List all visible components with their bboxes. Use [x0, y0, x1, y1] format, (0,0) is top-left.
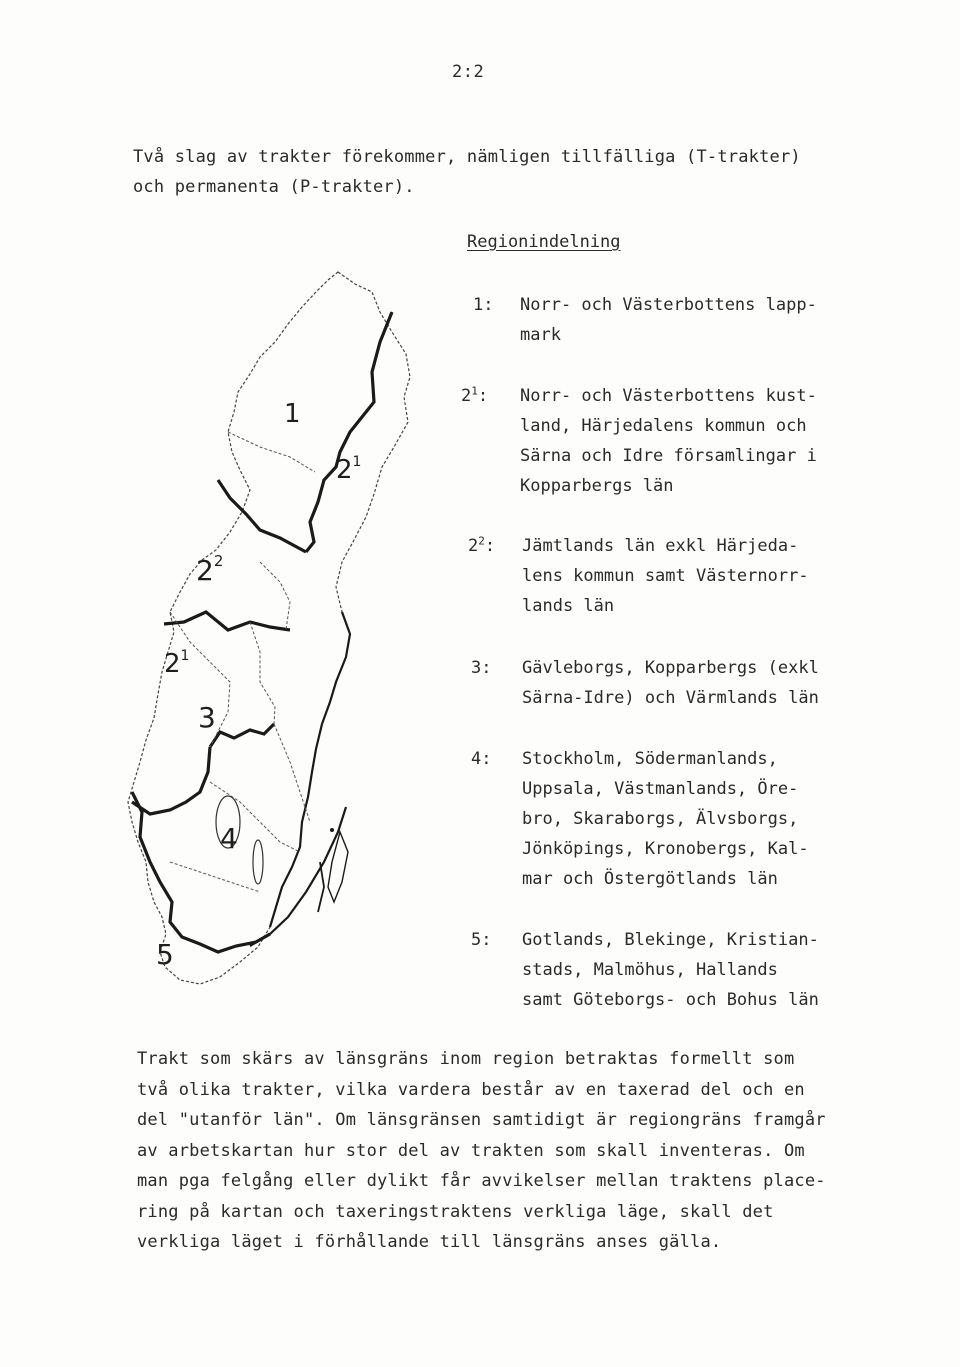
map-label-2-1-mid: [164, 648, 189, 679]
region-desc-line: Uppsala, Västmanlands, Öre-: [522, 779, 799, 799]
region-desc-line: mar och Östergötlands län: [522, 869, 778, 889]
region-desc-line: lands län: [522, 596, 615, 616]
region-desc-line: Jämtlands län exkl Härjeda-: [522, 536, 799, 556]
region-desc-line: Gävleborgs, Kopparbergs (exkl: [522, 658, 819, 678]
region-number: $2^1$:: [461, 384, 489, 406]
map-label-2-1-mid-base: 2: [164, 649, 181, 679]
body-line: del "utanför län". Om länsgränsen samtidigt är regiongräns framgår: [137, 1110, 826, 1130]
body-line: ring på kartan och taxeringstraktens verkliga läge, skall det: [137, 1201, 774, 1222]
region-number: $2^2$:: [468, 534, 496, 556]
region-desc-line: Särna och Idre församlingar i: [520, 446, 817, 466]
map-label-3: 3: [198, 701, 216, 734]
region-desc-line: samt Göteborgs- och Bohus län: [522, 990, 819, 1010]
region-description: [520, 290, 817, 350]
island-dot: [330, 828, 334, 832]
map-label-2-1-top: [336, 454, 361, 485]
county-border: [250, 622, 275, 724]
map-label-5: 5: [156, 938, 174, 971]
map-label-2-1-top-sup: 1: [352, 454, 362, 470]
body-line: man pga felgång eller dylikt får avvikelser mellan traktens place-: [137, 1171, 826, 1191]
region-description: [522, 653, 819, 713]
region-desc-line: Kopparbergs län: [520, 476, 674, 496]
map-label-2-2: [196, 552, 223, 587]
region-desc-line: Norr- och Västerbottens lapp-: [520, 295, 817, 315]
region-desc-line: bro, Skaraborgs, Älvsborgs,: [522, 809, 799, 829]
region-desc-line: Jönköpings, Kronobergs, Kal-: [522, 839, 809, 859]
region-number: 3:: [471, 658, 492, 678]
body-line: verkliga läget i förhållande till länsgräns anses gälla.: [137, 1232, 722, 1252]
region-description: [522, 925, 819, 1015]
region-desc-line: Särna-Idre) och Värmlands län: [522, 688, 819, 708]
intro-line: och permanenta (P-trakter).: [133, 177, 415, 197]
map-label-1: 1: [284, 399, 301, 429]
boundary-2-2-3: [164, 612, 290, 630]
map-label-2-1-top-base: 2: [336, 455, 353, 485]
sweden-region-map: [110, 262, 470, 1002]
county-border: [260, 562, 290, 630]
region-desc-line: Stockholm, Södermanlands,: [522, 749, 778, 769]
map-southeast-coast: [250, 807, 346, 946]
map-label-2-1-mid-sup: 1: [180, 648, 190, 664]
county-border: [170, 862, 260, 892]
region-desc-line: Gotlands, Blekinge, Kristian-: [522, 930, 819, 950]
county-border: [228, 432, 315, 472]
map-label-4: 4: [220, 822, 238, 855]
boundary-4-5-west: [132, 747, 210, 814]
region-desc-line: Norr- och Västerbottens kust-: [520, 386, 817, 406]
map-label-2-2-base: 2: [196, 554, 214, 587]
island-gotland: [328, 832, 348, 902]
page-number: 2:2: [452, 62, 485, 82]
body-line: av arbetskartan hur stor del av trakten som skall inventeras. Om: [137, 1140, 805, 1161]
region-number: 1:: [473, 295, 494, 315]
region-number: 5:: [471, 930, 492, 950]
region-heading: Regionindelning: [467, 232, 621, 252]
region-number: 4:: [471, 749, 492, 769]
map-east-coast: [270, 612, 350, 927]
body-line: två olika trakter, vilka vardera består av en taxerad del och en: [137, 1079, 805, 1100]
region-description: [520, 381, 817, 501]
region-description: [522, 531, 809, 621]
region-desc-line: mark: [520, 325, 561, 345]
lake-vattern: [253, 840, 263, 884]
intro-line: Två slag av trakter förekommer, nämligen tillfälliga (T-trakter): [133, 147, 801, 167]
boundary-1-2-1: [306, 312, 392, 552]
region-description: [522, 744, 809, 894]
boundary-1-2-2: [218, 480, 306, 552]
region-desc-line: land, Härjedalens kommun och: [520, 416, 807, 436]
region-desc-line: stads, Malmöhus, Hallands: [522, 960, 778, 980]
region-desc-line: lens kommun samt Västernorr-: [522, 566, 809, 586]
body-line: Trakt som skärs av länsgräns inom region betraktas formellt som: [137, 1049, 795, 1069]
body-paragraph: [137, 1044, 837, 1258]
map-label-2-2-sup: 2: [213, 552, 224, 570]
intro-paragraph: [133, 142, 833, 202]
